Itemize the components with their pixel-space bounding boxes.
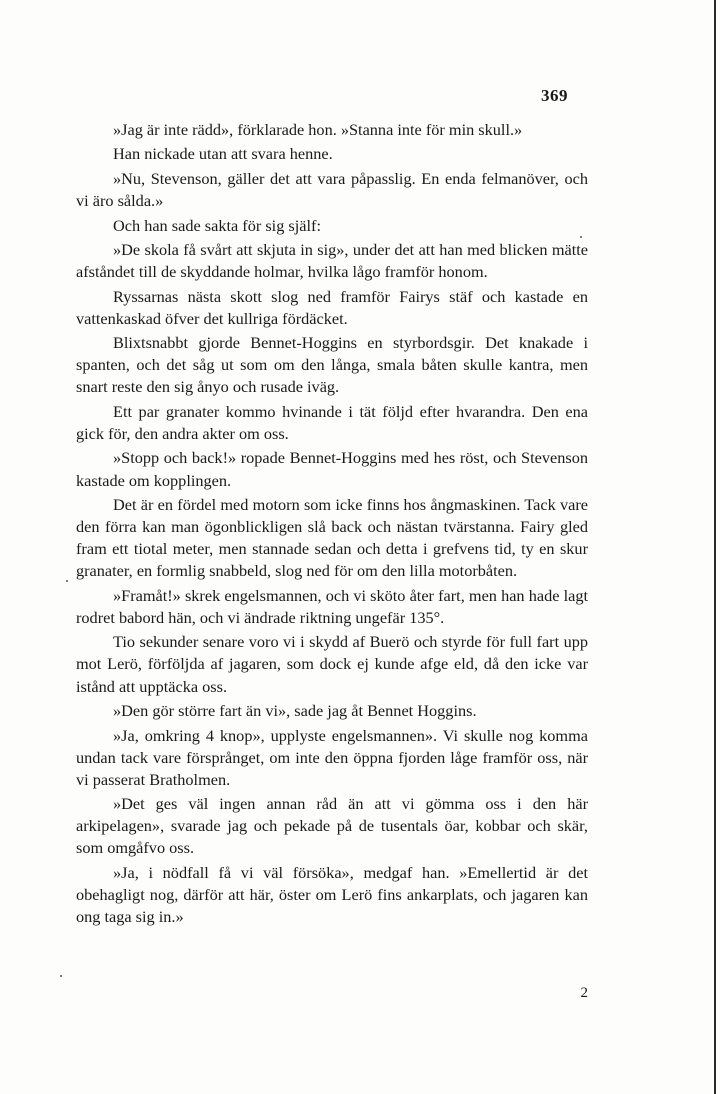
paragraph-3: »Nu, Stevenson, gäller det att vara påpasslig. En enda felmanöver, och vi äro sålda.» [76, 168, 588, 211]
paragraph-11: »Framåt!» skrek engelsmannen, och vi sköto åter fart, men han hade lagt rodret babord hän, och vi ändrade riktning ungefär 135°. [76, 585, 588, 627]
print-speck [66, 580, 68, 582]
paragraph-1: »Jag är inte rädd», förklarade hon. »Stanna inte för min skull.» [113, 120, 523, 139]
body-text [76, 119, 588, 931]
paragraph-10: Det är en fördel med motorn som icke finns hos ångmaskinen. Tack vare den förra kan man ögonblickligen slå back och nästan tvärstanna. Fairy gled fram ett tiotal meter, men stannade sedan och detta i grefvens tid, ty en skur granater, en formlig snabbeld, slog ned för om den lilla motorbåten. [76, 495, 588, 581]
paragraph-13: »Den gör större fart än vi», sade jag åt Bennet Hoggins. [113, 701, 477, 721]
paragraph-6: Ryssarnas nästa skott slog ned framför Fairys stäf och kastade en vattenkaskad öfver det kullriga fördäcket. [76, 286, 588, 328]
signature-mark: 2 [580, 985, 588, 1001]
paragraph-14: »Ja, omkring 4 knop», upplyste engelsmannen». Vi skulle nog komma undan tack vare försprånget, om inte den öppna fjorden låge framför oss, när vi passerat Bratholmen. [76, 725, 588, 789]
scan-edge-border [714, 0, 716, 1094]
paragraph-2: Han nickade utan att svara henne. [113, 144, 333, 164]
paragraph-15: »Det ges väl ingen annan råd än att vi gömma oss i den här arkipelagen», svarade jag och pekade på de tusentals öar, kobbar och skär, som omgåfvo oss. [76, 794, 588, 858]
print-speck [60, 975, 62, 977]
paragraph-16: »Ja, i nödfall få vi väl försöka», medgaf han. »Emellertid är det obehagligt nog, därför att här, öster om Lerö fins ankarplats, och jagaren kan ong taga sig in.» [76, 862, 588, 927]
paragraph-7: Blixtsnabbt gjorde Bennet-Hoggins en styrbordsgir. Det knakade i spanten, och det såg ut som om den långa, smala båten skulle kantra, men snart reste den sig ånyo och rusade iväg. [76, 333, 588, 397]
paragraph-8: Ett par granater kommo hvinande i tät följd efter hvarandra. Den ena gick för, den andra akter om oss. [76, 401, 588, 443]
print-speck [580, 236, 582, 238]
paragraph-5: »De skola få svårt att skjuta in sig», under det att han med blicken mätte afståndet till de skyddande holmar, hvilka lågo framför honom. [76, 240, 588, 282]
paragraph-4: Och han sade sakta för sig själf: [113, 215, 321, 235]
paragraph-9: »Stopp och back!» ropade Bennet-Hoggins med hes röst, och Stevenson kastade om kopplingen. [76, 448, 588, 490]
paragraph-12: Tio sekunder senare voro vi i skydd af Buerö och styrde för full fart upp mot Lerö, förföljda af jagaren, som dock ej kunde afge eld, då den icke var istånd att upptäcka oss. [76, 632, 588, 696]
page-number: 369 [541, 86, 568, 105]
